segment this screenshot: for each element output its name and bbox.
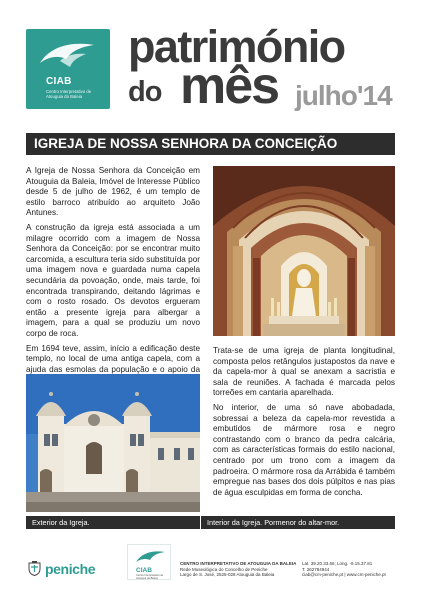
paragraph: Trata-se de uma igreja de planta longitudinal, composta pelos retângulos justapostos da nave e da capela-mor à qual se anexam a sacristia e sala de reuniões. A fachada é marcada pelos torreões em cantaria aparelhada. (213, 346, 395, 398)
page-title-do: do (128, 76, 162, 108)
section-heading-bar (26, 133, 395, 155)
bird-icon (36, 39, 98, 73)
bird-icon (134, 549, 166, 567)
article-column-right (213, 346, 395, 502)
caption-exterior: Exterior da Igreja. (32, 518, 90, 527)
altar-illustration (213, 166, 395, 336)
footer-coordinates: Lat. 39.20.33.66; Long. -9.15.37.81 (302, 561, 373, 566)
paragraph: No interior, de uma só nave abobadada, sobressai a beleza da capela-mor revestida a embutidos de mármore rosa e negro contrastando com o branco da pedra calcária, com as características formais do estilo nacional, centrado por um trono com a imagem da padroeira. O mármore rosa da Arrábida é também empregue nas bases dos dois púlpitos e nas pias de água esculpidas em forma de concha. (213, 402, 395, 497)
section-title: IGREJA DE NOSSA SENHORA DA CONCEIÇÃO (34, 136, 338, 151)
footer-email-web[interactable]: ciab@cm-peniche.pt | www.cm-peniche.pt (302, 572, 386, 578)
paragraph: Em 1694 teve, assim, início a edificação deste templo, no local de uma antiga capela, com a ajuda das esmolas da população e o apoio da (26, 343, 200, 374)
peniche-crest-icon (28, 561, 41, 576)
footer-address-line: Rede Museológica do Concelho de Peniche (180, 566, 268, 572)
footer-contacts (302, 561, 398, 578)
caption-bar-left (26, 516, 200, 529)
logo-subtitle: Centro Interpretativo de Atouguia da Baleia (46, 89, 92, 100)
church-illustration (26, 374, 200, 512)
page-title-line1: património (128, 21, 345, 72)
article-column-left (26, 166, 200, 400)
footer-phone: T. 262784944 (302, 566, 330, 572)
page-title-mes: mês (180, 57, 279, 115)
logo-name: CIAB (46, 76, 72, 87)
caption-interior: Interior da Igreja. Pormenor do altar-mor. (207, 518, 340, 527)
altar-photo (213, 166, 395, 336)
footer-logo-subtitle: Centro Interpretativo de Atouguia da Baleia (136, 574, 164, 580)
paragraph: A Igreja de Nossa Senhora da Conceição em Atouguia da Baleia, Imóvel de Interesse Público desde 5 de julho de 1962, é um templo de estilo barroco atribuído ao arquiteto João Antunes. (26, 166, 200, 218)
footer-logo-name: CIAB (136, 567, 152, 574)
church-exterior-photo (26, 374, 200, 512)
footer-address (180, 561, 300, 578)
footer-ciab-logo (127, 544, 171, 580)
peniche-logo: peniche (45, 561, 96, 577)
paragraph: A construção da igreja está associada a um milagre ocorrido com a imagem de Nossa Senhora da Conceição: por se encontrar muito carcomida, a escultura teria sido substituída por uma imagem nova e guardada numa capela secundária da povoação, onde, mais tarde, foi encontrada transpirando, deitando lágrimas e com o rosto rosado. Os devotos ergueram então a presente igreja para albergar a imagem, para a qual se produziu um novo corpo de roca. (26, 222, 200, 338)
caption-bar-right (201, 516, 395, 529)
ciab-logo (26, 29, 110, 109)
footer-address-line: Largo de S. José, 2525-028 Atouguia da Baleia (180, 572, 275, 578)
issue-date: julho'14 (295, 80, 392, 111)
footer-address-title: CENTRO INTERPRETATIVO DE ATOUGUIA DA BALEIA (180, 561, 297, 566)
